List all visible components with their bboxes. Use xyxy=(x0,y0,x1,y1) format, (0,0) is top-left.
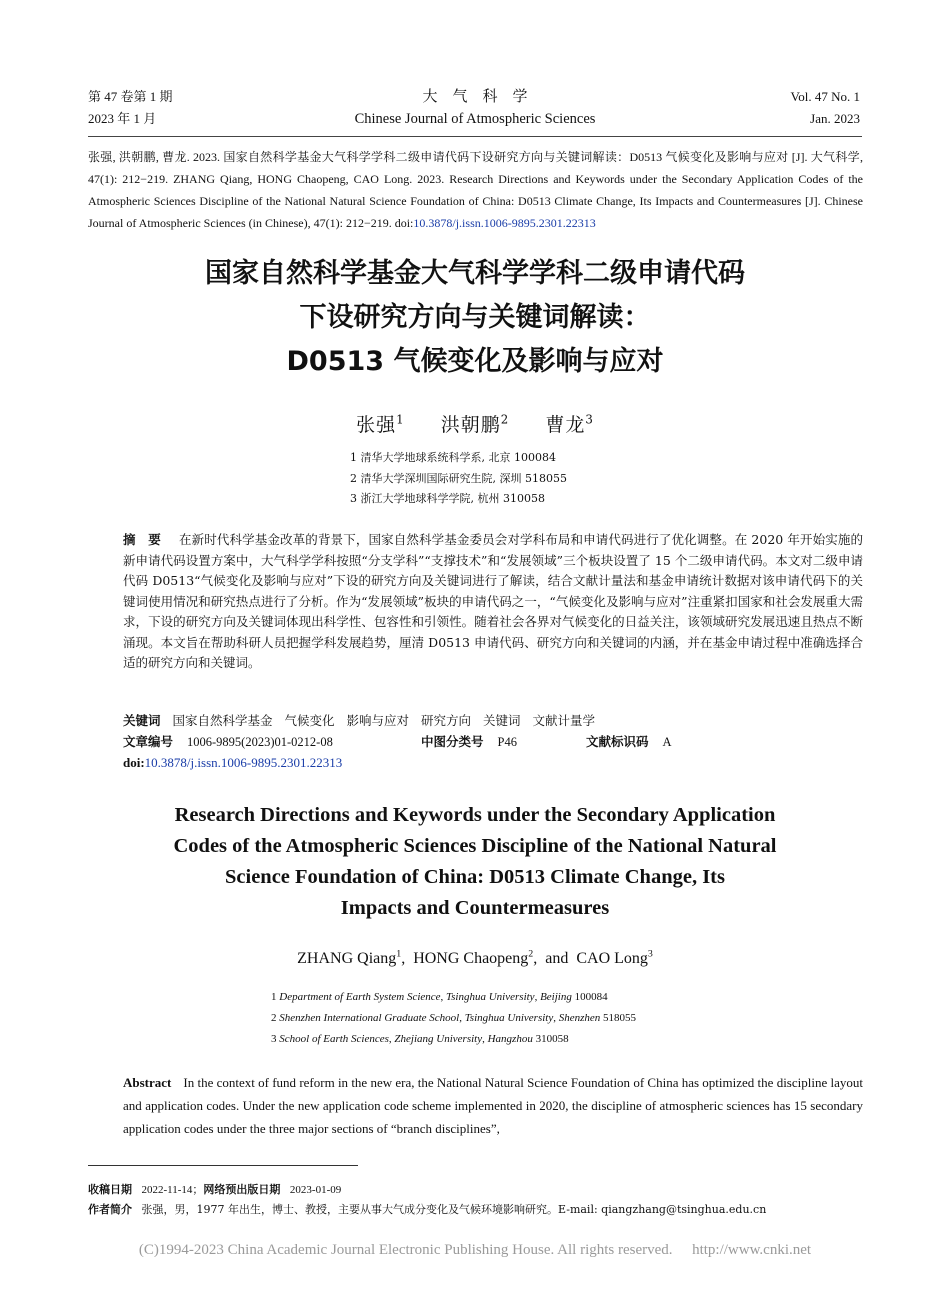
online-date: 2023-01-09 xyxy=(289,1184,342,1196)
doi-label: doi: xyxy=(123,755,145,770)
copyright-text: (C)1994-2023 China Academic Journal Electronic Publishing House. All rights reserved. xyxy=(138,1242,673,1258)
volume-issue-en: Vol. 47 No. 1 xyxy=(790,89,860,104)
author-bio: 张强，男，1977 年出生，博士、教授，主要从事大气成分变化及气候环境影响研究。E-mail: qiangzhang@tsinghua.edu.cn xyxy=(141,1203,767,1216)
affiliation-cn: 2 清华大学深圳国际研究生院, 深圳 518055 xyxy=(350,471,567,485)
title-cn-line3: D0513 气候变化及影响与应对 xyxy=(286,346,664,377)
doc-code-meta xyxy=(586,732,672,753)
affiliation-cn: 1 清华大学地球系统科学系, 北京 100084 xyxy=(350,451,556,464)
keyword: 国家自然科学基金 xyxy=(172,713,273,728)
keywords-cn-label: 关键词 xyxy=(123,713,161,728)
affiliations-en xyxy=(271,987,636,1050)
doc-code-label: 文献标识码 xyxy=(586,734,649,749)
journal-name-en: Chinese Journal of Atmospheric Sciences xyxy=(354,111,596,127)
keyword: 研究方向 xyxy=(421,713,472,728)
footnote-author xyxy=(88,1200,863,1220)
title-cn xyxy=(0,252,950,384)
keyword: 文献计量学 xyxy=(532,713,596,728)
journal-issue-en xyxy=(791,86,860,130)
abstract-en-label: Abstract xyxy=(123,1075,172,1090)
affiliation-en: 2 Shenzhen International Graduate School, Tsinghua University, Shenzhen 518055 xyxy=(271,1012,637,1024)
keyword: 气候变化 xyxy=(284,713,335,728)
doc-code: A xyxy=(662,735,672,749)
article-no: 1006-9895(2023)01-0212-08 xyxy=(187,735,333,749)
abstract-cn-label: 摘 要 xyxy=(123,532,161,547)
cnki-link[interactable]: http://www.cnki.net xyxy=(692,1242,812,1258)
date-cn: 2023 年 1 月 xyxy=(88,111,157,126)
header-rule xyxy=(88,136,862,137)
doi-link[interactable]: 10.3878/j.issn.1006-9895.2301.22313 xyxy=(144,755,343,770)
affiliation-en: 3 School of Earth Sciences, Zhejiang University, Hangzhou 310058 xyxy=(271,1033,569,1045)
author-en: ZHANG Qiang$^1$ xyxy=(297,948,402,967)
footnote-rule xyxy=(88,1165,358,1166)
keyword: 关键词 xyxy=(483,713,521,728)
citation-text: 张强, 洪朝鹏, 曹龙. 2023. 国家自然科学基金大气科学学科二级申请代码下设研究方向与关键词解读：D0513 气候变化及影响与应对 [J]. 大气科学, 47(1): 212−219. ZHANG Qiang, HONG Chaopeng, CAO Long. 2023. Research Directions and Keywords under the Secondary Application Codes of the Atmospheric Sciences Discipline of the National Natural Science Foundation of China: D0513 Climate Change, Its Impacts and Countermeasures [J]. Chinese Journal of Atmospheric Sciences (in Chinese), 47(1): 212−219. doi: xyxy=(88,150,863,230)
affiliations-cn xyxy=(350,448,567,510)
received-date: 2022-11-14 xyxy=(141,1184,193,1196)
journal-name-cn: 大 气 科 学 xyxy=(422,89,528,105)
abstract-cn-text: 在新时代科学基金改革的背景下，国家自然科学基金委员会对学科布局和申请代码进行了优化调整。在 2020 年开始实施的新申请代码设置方案中，大气科学学科按照“分支学科”“支撑技术”和“发展领域”三个板块设置了 15 个二级申请代码。本文对二级申请代码 D0513“气候变化及影响与应对”下设的研究方向及关键词进行了解读，结合文献计量法和基金申请统计数据对该申请代码下的关键词使用情况和研究热点进行了分析。作为“发展领域”板块的申请代码之一，“气候变化及影响与应对”注重紧扣国家和社会发展重大需求，下设的研究方向及关键词体现出科学性、包容性和引领性。随着社会各界对气候变化的日益关注，该领域研究发展迅速且热点不断涌现。本文旨在帮助科研人员把握学科发展趋势，厘清 D0513 申请代码、研究方向和关键词的内涵，并在基金申请过程中准确选择合适的研究方向和关键词。 xyxy=(123,532,863,670)
title-en-line2: Codes of the Atmospheric Sciences Discipline of the National Natural xyxy=(173,835,777,857)
footnote-dates: 收稿日期 2022-11-14；网络预出版日期 2023-01-09 xyxy=(88,1183,342,1196)
title-cn-line1: 国家自然科学基金大气科学学科二级申请代码 xyxy=(205,258,745,289)
affiliation-cn: 3 浙江大学地球科学学院, 杭州 310058 xyxy=(350,492,545,505)
title-en-line4: Impacts and Countermeasures xyxy=(340,897,610,919)
received-label: 收稿日期 xyxy=(88,1183,132,1196)
keyword: 影响与应对 xyxy=(346,713,410,728)
author-bio-label: 作者简介 xyxy=(88,1203,132,1216)
keywords-cn xyxy=(123,711,863,732)
authors-cn xyxy=(0,410,950,437)
author-cn: 张强$^1$ xyxy=(356,412,405,436)
citation-block xyxy=(88,146,863,234)
title-en xyxy=(0,800,950,924)
author-en: CAO Long$^3$ xyxy=(576,948,653,967)
clc-meta xyxy=(421,732,517,753)
date-en: Jan. 2023 xyxy=(810,111,860,126)
authors-en: ZHANG Qiang$^1$, HONG Chaopeng$^2$, and CAO Long$^3$ xyxy=(297,948,653,967)
abstract-en xyxy=(123,1071,863,1140)
citation-doi-link[interactable]: 10.3878/j.issn.1006-9895.2301.22313 xyxy=(413,216,596,230)
abstract-en-text: In the context of fund reform in the new era, the National Natural Science Foundation of China has optimized the discipline layout and application codes. Under the new application code scheme implemented in 2020, the discipline of atmospheric sciences has 15 secondary application codes under the three major sections of “branch disciplines”, xyxy=(123,1075,863,1136)
copyright-line xyxy=(0,1242,950,1259)
doi-cn xyxy=(123,753,342,774)
clc-code: P46 xyxy=(497,735,517,749)
author-cn: 洪朝鹏$^2$ xyxy=(440,412,510,436)
abstract-cn xyxy=(123,530,863,674)
author-cn: 曹龙$^3$ xyxy=(545,412,594,436)
author-en: HONG Chaopeng$^2$ xyxy=(413,948,534,967)
affiliation-en: 1 Department of Earth System Science, Tsinghua University, Beijing 100084 xyxy=(271,991,608,1003)
clc-label: 中图分类号 xyxy=(421,734,484,749)
volume-issue-cn: 第 47 卷第 1 期 xyxy=(88,89,173,104)
online-label: 网络预出版日期 xyxy=(203,1183,281,1196)
article-no-label: 文章编号 xyxy=(123,734,174,749)
title-en-line3: Science Foundation of China: D0513 Climate Change, Its xyxy=(225,866,725,888)
title-en-line1: Research Directions and Keywords under the Secondary Application xyxy=(174,804,776,826)
title-cn-line2: 下设研究方向与关键词解读： xyxy=(299,302,651,333)
